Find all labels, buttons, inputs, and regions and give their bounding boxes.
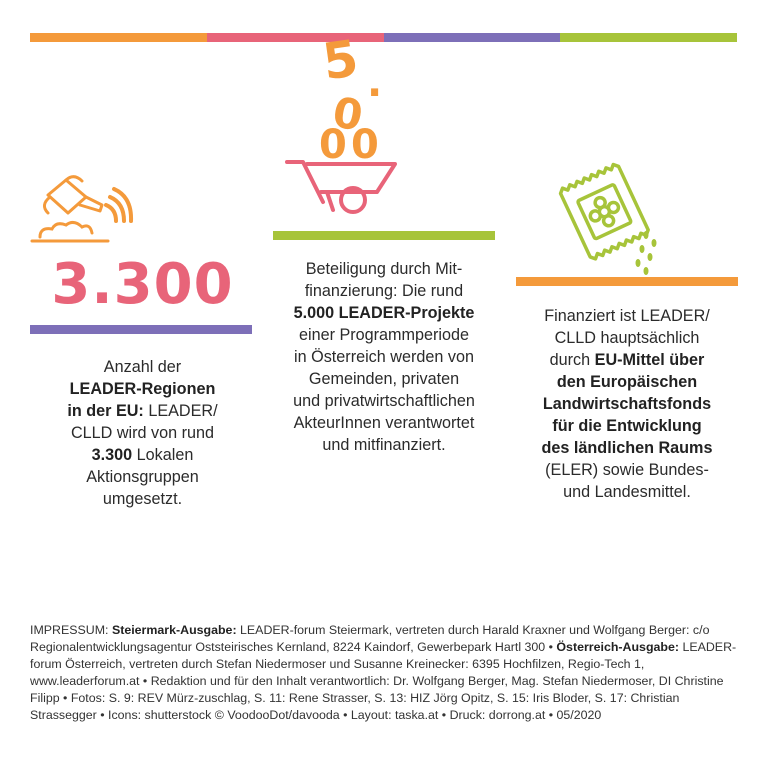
digit-0a: 0 [329,87,367,141]
col3-bold: den Europäischen [556,373,698,391]
col1-text-span: Lokalen [132,446,194,464]
col1-line [30,444,255,466]
watering-can-icon [30,175,130,255]
col2-line: Gemeinden, privaten [308,370,460,388]
orange-underline-bar [516,277,738,286]
col3-text-span: durch [549,351,595,369]
col3-line [516,349,738,371]
digit-0b: 0 [319,122,347,168]
col1-bold: 3.300 [91,446,133,464]
col3-line [516,437,738,459]
col2-line: und privatwirtschaftlichen [293,392,475,410]
col1-line: umgesetzt. [102,490,183,508]
col1-text [30,356,255,510]
col1-line: Aktionsgruppen [86,468,199,486]
col1-line [30,400,255,422]
col3-line [516,393,738,415]
imprint-part: IMPRESSUM: [30,623,112,637]
green-underline-bar [273,231,495,240]
col3-bold: des ländlichen Raums [541,439,713,457]
digit-5: 5 [319,29,362,92]
col1-bold: in der EU: [67,402,144,420]
imprint-part: LEADER-forum Österreich, vertreten durch Stefan Niedermoser und Susanne Kreinecker: 6395 Hochfilzen, Regio-Tech 1, www.leaderforum.at • Redaktion und für den Inhalt verantwortlich: Dr. Wolfgang Berger, Mag. Stefan Niedermoser, DI Christine Filipp • Fotos: S. 9: REV Mürz-zuschlag, S. 11: Rene Strasser, S. 13: HIZ Jörg Opitz, S. 15: Iris Bloder, S. 17: Christian Strassegger • Icons: shutterstock © VoodooDot/davooda • Layout: taska.at • Druck: dorrong.at • 05/2020 [30,640,737,722]
stripe-green [560,33,737,42]
digit-dot: . [367,60,383,106]
stripe-purple [384,33,561,42]
col3-bold: Landwirtschaftsfonds [542,395,712,413]
col3-line [516,371,738,393]
col3-line: (ELER) sowie Bundes- [545,461,709,479]
imprint-bold: Österreich-Ausgabe: [556,640,679,654]
col1-text-span: LEADER/ [143,402,218,420]
col1-line [30,378,255,400]
stripe-orange [30,33,207,42]
col2-line: finanzierung: Die rund [304,282,464,300]
col2-line: einer Programmperiode [298,326,470,344]
col2-line: und mitfinanziert. [322,436,446,454]
col2-line: in Österreich werden von [294,348,474,366]
col2-text [263,258,505,456]
col2-line: AkteurInnen verantwortet [293,414,475,432]
imprint-bold: Steiermark-Ausgabe: [111,623,237,637]
imprint-part: LEADER-forum Steiermark, vertreten durch Harald Kraxner und Wolfgang Berger: c/o Regionalentwicklungsagentur Oststeirisches Kernland, 8224 Kaindorf, Gewerbepark Hartl 300 • [30,623,710,654]
col3-bold: EU-Mittel über [594,351,705,369]
col3-line: und Landesmittel. [563,483,691,501]
col3-line [516,415,738,437]
falling-digits-5000 [305,29,395,168]
col2-bold: 5.000 LEADER-Projekte [293,304,475,322]
col1-bold: LEADER-Regionen [69,380,216,398]
col2-line [263,302,505,324]
wheelbarrow-icon [285,152,405,222]
col3-text [516,305,738,503]
purple-underline-bar [30,325,252,334]
seed-packet-icon [558,165,668,275]
col2-line: Beteiligung durch Mit- [305,260,463,278]
col1-line: CLLD wird von rund [70,424,215,442]
imprint-text [30,622,740,724]
digit-0c: 0 [351,122,379,168]
col3-line: CLLD hauptsächlich [554,329,700,347]
col1-line: Anzahl der [103,358,182,376]
big-number-3300: 3.300 [51,252,234,317]
col3-line: Finanziert ist LEADER/ [544,307,710,325]
col3-bold: für die Entwicklung [552,417,702,435]
